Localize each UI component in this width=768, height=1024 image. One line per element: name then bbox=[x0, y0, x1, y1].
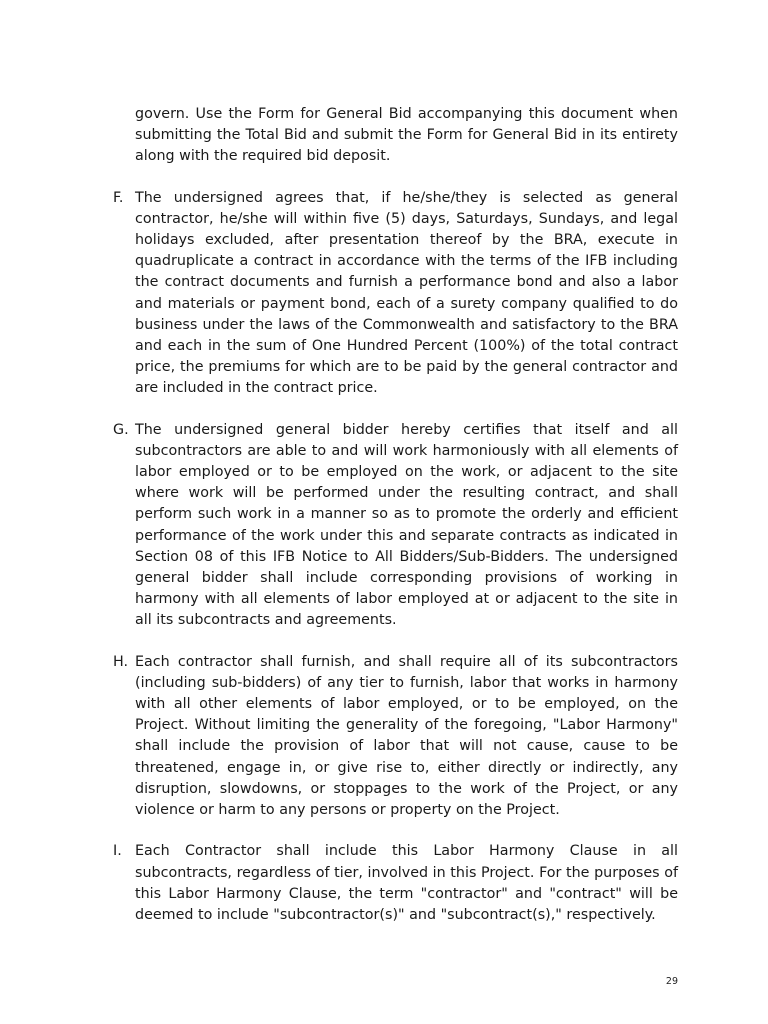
paragraph-text: The undersigned agrees that, if he/she/they is selected as general contractor, he/she will within five (5) days, Saturdays, Sundays, and legal holidays excluded, after presentation thereof by the BRA, execute in quadruplicate a contract in accordance with the terms of the IFB including the contract documents and furnish a performance bond and also a labor and materials or payment bond, each of a surety company qualified to do business under the laws of the Commonwealth and satisfactory to the BRA and each in the sum of One Hundred Percent (100%) of the total contract price, the premiums for which are to be paid by the general contractor and are included in the contract price. bbox=[135, 189, 678, 397]
paragraph-text: Each Contractor shall include this Labor Harmony Clause in all subcontracts, regardless of tier, involved in this Project. For the purposes of this Labor Harmony Clause, the term "contractor" and "contract" will be deemed to include "subcontractor(s)" and "subcontract(s)," respectively. bbox=[135, 843, 678, 923]
paragraph-text: govern. Use the Form for General Bid accompanying this document when submitting the Total Bid and submit the Form for General Bid in its entirety along with the required bid deposit. bbox=[135, 106, 678, 165]
paragraph-continuation bbox=[113, 104, 678, 168]
paragraph-label: I. bbox=[113, 843, 122, 860]
paragraph-text: Each contractor shall furnish, and shall require all of its subcontractors (including sub-bidders) of any tier to furnish, labor that works in harmony with all other elements of labor employed, or to be employed, on the Project. Without limiting the generality of the foregoing, "Labor Harmony" shall include the provision of labor that will not cause, cause to be threatened, engage in, or give rise to, either directly or indirectly, any disruption, slowdowns, or stoppages to the work of the Project, or any violence or harm to any persons or property on the Project. bbox=[135, 653, 678, 819]
page-number: 29 bbox=[665, 976, 678, 987]
document-body bbox=[113, 104, 678, 926]
paragraph-h bbox=[113, 652, 678, 822]
paragraph-text: The undersigned general bidder hereby certifies that itself and all subcontractors are able to and will work harmoniously with all elements of labor employed or to be employed on the work, or adjacent to the site where work will be performed under the resulting contract, and shall perform such work in a manner so as to promote the orderly and efficient performance of the work under this and separate contracts as indicated in Section 08 of this IFB Notice to All Bidders/Sub-Bidders. The undersigned general bidder shall include corresponding provisions of working in harmony with all elements of labor employed at or adjacent to the site in all its subcontracts and agreements. bbox=[135, 421, 678, 629]
paragraph-i bbox=[113, 841, 678, 926]
paragraph-label: G. bbox=[113, 421, 129, 438]
paragraph-f bbox=[113, 188, 678, 400]
paragraph-label: H. bbox=[113, 653, 129, 670]
paragraph-label: F. bbox=[113, 189, 124, 206]
paragraph-g bbox=[113, 420, 678, 632]
